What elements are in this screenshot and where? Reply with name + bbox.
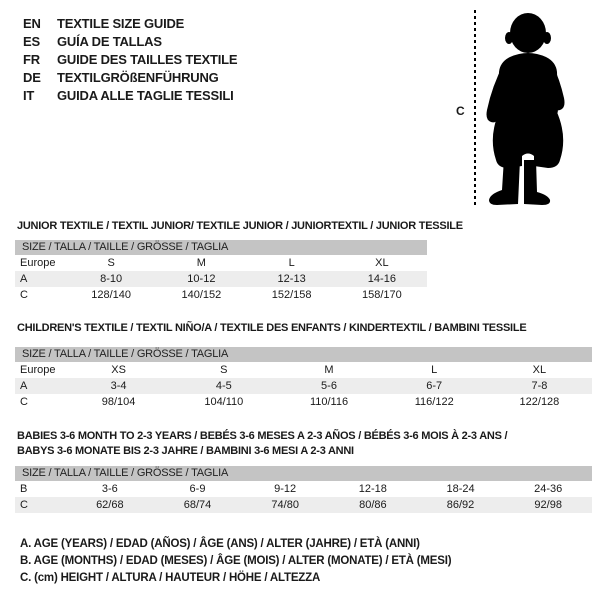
row-label: B — [20, 483, 28, 495]
table-row — [15, 362, 592, 378]
size-cell: 104/110 — [204, 396, 244, 408]
row-label: A — [20, 380, 28, 392]
size-cell: 140/152 — [181, 289, 222, 301]
size-cell: 92/98 — [534, 499, 562, 511]
size-cell: XS — [111, 364, 126, 376]
table-row — [15, 287, 427, 303]
size-cell: 12-18 — [358, 483, 387, 495]
size-cell: 74/80 — [271, 499, 299, 511]
language-title: GUÍA DE TALLAS — [57, 34, 162, 49]
size-cell: 3-4 — [110, 380, 127, 392]
language-title: GUIDA ALLE TAGLIE TESSILI — [57, 88, 234, 103]
babies-size-table — [15, 466, 592, 513]
table-row — [15, 255, 427, 271]
size-cell: 12-13 — [277, 273, 306, 285]
language-title: TEXTILGRÖßENFÜHRUNG — [57, 70, 219, 85]
baby-ear-right — [543, 32, 551, 44]
language-row — [23, 87, 237, 105]
size-cell: 110/116 — [309, 396, 349, 408]
row-label: C — [20, 289, 28, 301]
size-cell: 68/74 — [183, 499, 212, 511]
size-cell: S — [107, 257, 115, 269]
size-cell: 158/170 — [361, 289, 402, 301]
size-cell: 14-16 — [367, 273, 396, 285]
baby-ear-left — [505, 32, 513, 44]
language-code: FR — [23, 52, 40, 67]
language-code: ES — [23, 34, 40, 49]
language-code: DE — [23, 70, 41, 85]
footnote-b: B. AGE (MONTHS) / EDAD (MESES) / ÂGE (MOIS) / ALTER (MONATE) / ETÀ (MESI) — [20, 555, 452, 567]
size-cell: L — [431, 364, 438, 376]
size-header-bar: SIZE / TALLA / TAILLE / GRÖSSE / TAGLIA — [15, 466, 592, 481]
baby-leg-left — [489, 158, 520, 205]
row-label: Europe — [20, 257, 56, 269]
size-cell: 152/158 — [271, 289, 312, 301]
babies-table-title-line1: BABIES 3-6 MONTH TO 2-3 YEARS / BEBÉS 3-6 MESES A 2-3 AÑOS / BÉBÉS 3-6 MOIS À 2-3 ANS / — [17, 430, 508, 442]
row-label: C — [20, 499, 28, 511]
size-cell: 62/68 — [96, 499, 124, 511]
language-row — [23, 69, 237, 87]
row-label: Europe — [20, 364, 56, 376]
footnotes — [20, 536, 451, 587]
size-cell: 18-24 — [446, 483, 475, 495]
size-cell: 3-6 — [101, 483, 118, 495]
language-code: IT — [23, 88, 35, 103]
size-cell: 128/140 — [91, 289, 131, 301]
size-cell: 116/122 — [414, 396, 454, 408]
baby-silhouette-icon — [480, 10, 576, 208]
size-cell: M — [196, 257, 206, 269]
table-row — [15, 271, 427, 287]
row-label: C — [20, 396, 28, 408]
size-header-bar: SIZE / TALLA / TAILLE / GRÖSSE / TAGLIA — [15, 347, 592, 362]
size-cell: 6-9 — [189, 483, 206, 495]
language-title-list — [23, 15, 237, 105]
language-row — [23, 15, 237, 33]
size-cell: 4-5 — [215, 380, 232, 392]
size-cell: S — [220, 364, 228, 376]
language-title: GUIDE DES TAILLES TEXTILE — [57, 52, 238, 67]
size-cell: 7-8 — [531, 380, 548, 392]
height-measure-label: C — [456, 104, 465, 118]
size-cell: M — [324, 364, 334, 376]
size-cell: 6-7 — [426, 380, 443, 392]
size-cell: XL — [532, 364, 547, 376]
row-label: A — [20, 273, 28, 285]
size-cell: 10-12 — [187, 273, 216, 285]
size-cell: 122/128 — [519, 396, 560, 408]
babies-table-title-line2: BABYS 3-6 MONATE BIS 2-3 JAHRE / BAMBINI 3-6 MESI A 2-3 ANNI — [17, 445, 354, 457]
table-row — [15, 481, 592, 497]
size-cell: 86/92 — [446, 499, 475, 511]
children-table-title: CHILDREN'S TEXTILE / TEXTIL NIÑO/A / TEXTILE DES ENFANTS / KINDERTEXTIL / BAMBINI TESSILE — [17, 322, 527, 334]
footnote-c: C. (cm) HEIGHT / ALTURA / HAUTEUR / HÖHE / ALTEZZA — [20, 572, 321, 584]
size-cell: 80/86 — [359, 499, 387, 511]
footnote-a: A. AGE (YEARS) / EDAD (AÑOS) / ÂGE (ANS) / ALTER (JAHRE) / ETÀ (ANNI) — [20, 538, 420, 550]
size-cell: 9-12 — [274, 483, 297, 495]
size-cell: 5-6 — [321, 380, 337, 392]
language-code: EN — [23, 16, 41, 31]
junior-size-table — [15, 240, 427, 303]
size-cell: 24-36 — [534, 483, 563, 495]
height-measure-dotted-line — [474, 10, 476, 208]
children-size-table — [15, 347, 592, 410]
size-header-bar: SIZE / TALLA / TAILLE / GRÖSSE / TAGLIA — [15, 240, 427, 255]
table-row — [15, 497, 592, 513]
junior-table-title: JUNIOR TEXTILE / TEXTIL JUNIOR/ TEXTILE JUNIOR / JUNIORTEXTIL / JUNIOR TESSILE — [17, 220, 463, 232]
size-cell: 8-10 — [100, 273, 123, 285]
table-row — [15, 394, 592, 410]
size-cell: L — [288, 257, 295, 269]
table-row — [15, 378, 592, 394]
size-cell: XL — [375, 257, 389, 269]
size-cell: 98/104 — [101, 396, 136, 408]
language-row — [23, 51, 237, 69]
language-title: TEXTILE SIZE GUIDE — [57, 16, 185, 31]
language-row — [23, 33, 237, 51]
baby-shorts — [493, 110, 563, 168]
baby-head — [510, 13, 546, 53]
